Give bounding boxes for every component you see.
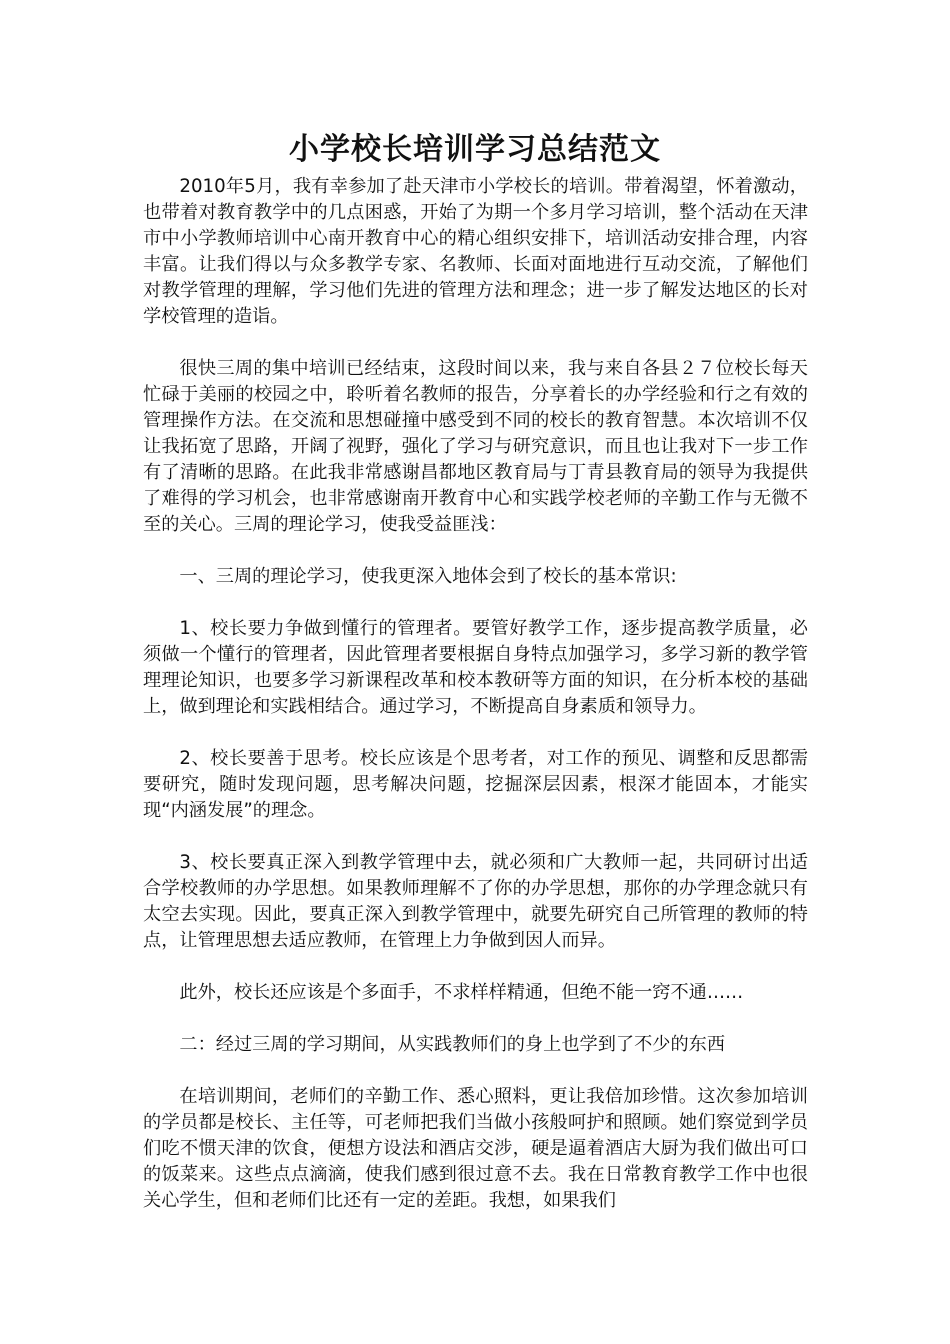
paragraph-spacer [143,590,808,616]
document-body [143,174,808,1214]
paragraph-spacer [143,720,808,746]
section-heading-one: 一、三周的理论学习，使我更深入地体会到了校长的基本常识: [179,566,677,587]
paragraph-teachers: 在培训期间，老师们的辛勤工作、悉心照料，更让我倍加珍惜。这次参加培训的学员都是校长、主任等，可老师把我们当做小孩般呵护和照顾。她们察觉到学员们吃不惯天津的饮食，便想方设法和酒店交涉，硬是逼着酒店大厨为我们做出可口的饭菜来。这些点点滴滴，使我们感到很过意不去。我在日常教育教学工作中也很关心学生，但和老师们比还有一定的差距。我想，如果我们 [143,1086,808,1211]
paragraph-point-2: 2、校长要善于思考。校长应该是个思考者，对工作的预见、调整和反思都需要研究，随时发现问题，思考解决问题，挖掘深层因素，根深才能固本，才能实现“内涵发展”的理念。 [143,748,808,821]
paragraph-spacer [143,1006,808,1032]
paragraph-spacer [143,1058,808,1084]
paragraph-additional: 此外，校长还应该是个多面手，不求样样精通，但绝不能一窍不通…… [179,982,744,1003]
paragraph-point-3: 3、校长要真正深入到教学管理中去，就必须和广大教师一起，共同研讨出适合学校教师的办学思想。如果教师理解不了你的办学思想，那你的办学理念就只有太空去实现。因此，要真正深入到教学管理中，就要先研究自己所管理的教师的特点，让管理思想去适应教师，在管理上力争做到因人而异。 [143,852,808,951]
paragraph-intro: 2010年5月，我有幸参加了赴天津市小学校长的培训。带着渴望，怀着激动，也带着对教育教学中的几点困惑，开始了为期一个多月学习培训，整个活动在天津市中小学教师培训中心南开教育中心的精心组织安排下，培训活动安排合理，内容丰富。让我们得以与众多教学专家、名教师、长面对面地进行互动交流，了解他们对教学管理的理解，学习他们先进的管理方法和理念；进一步了解发达地区的长对学校管理的造诣。 [143,176,808,327]
paragraph-spacer [143,330,808,356]
document-title: 小学校长培训学习总结范文 [289,132,661,167]
paragraph-point-1: 1、校长要力争做到懂行的管理者。要管好教学工作，逐步提高教学质量，必须做一个懂行的管理者，因此管理者要根据自身特点加强学习，多学习新的教学管理理论知识，也要多学习新课程改革和校本教研等方面的知识，在分析本校的基础上，做到理论和实践相结合。通过学习，不断提高自身素质和领导力。 [143,618,808,717]
paragraph-spacer [143,538,808,564]
paragraph-training-summary: 很快三周的集中培训已经结束，这段时间以来，我与来自各县２７位校长每天忙碌于美丽的校园之中，聆听着名教师的报告，分享着长的办学经验和行之有效的管理操作方法。在交流和思想碰撞中感受到不同的校长的教育智慧。本次培训不仅让我拓宽了思路，开阔了视野，强化了学习与研究意识，而且也让我对下一步工作有了清晰的思路。在此我非常感谢昌都地区教育局与丁青县教育局的领导为我提供了难得的学习机会，也非常感谢南开教育中心和实践学校老师的辛勤工作与无微不至的关心。三周的理论学习，使我受益匪浅： [143,358,808,535]
section-heading-two: 二：经过三周的学习期间，从实践教师们的身上也学到了不少的东西 [179,1034,726,1055]
paragraph-spacer [143,954,808,980]
paragraph-spacer [143,824,808,850]
